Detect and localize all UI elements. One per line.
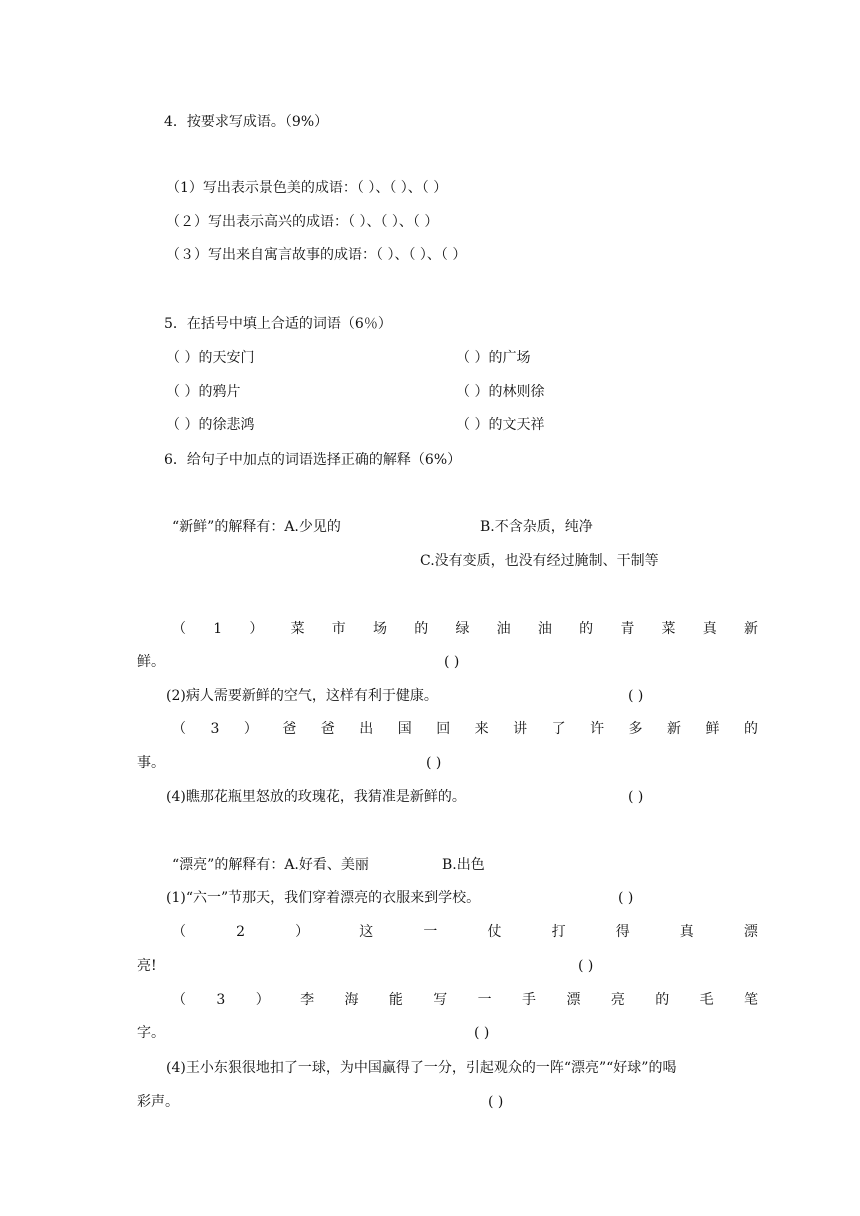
spread-char: 3: [216, 992, 226, 1008]
q6-title: 6．给句子中加点的词语选择正确的解释（6%）: [164, 452, 462, 468]
xinxian-sentence-4: (4)瞧那花瓶里怒放的玫瑰花，我猜准是新鲜的。: [166, 789, 466, 805]
q5-row-1-right: （ ）的广场: [456, 350, 531, 366]
piaoliang-sentence-3: [172, 990, 758, 1010]
spread-char: 得: [615, 924, 630, 940]
spread-char: 3: [210, 721, 220, 737]
piaoliang-sentence-3-end: 字。: [137, 1025, 165, 1041]
spread-char: ）: [243, 721, 258, 737]
answer-blank[interactable]: ( ): [474, 1025, 490, 1041]
q4-line-3: （３）写出来自寓言故事的成语：（ ）、（ ）、（ ）: [166, 247, 467, 263]
answer-blank[interactable]: ( ): [628, 789, 644, 805]
spread-char: 许: [590, 721, 605, 737]
piaoliang-sentence-1: (1)“六一”节那天，我们穿着漂亮的衣服来到学校。: [166, 890, 481, 906]
q5-row-2-right: （ ）的林则徐: [456, 384, 545, 400]
spread-char: 真: [679, 924, 694, 940]
spread-char: 的: [655, 992, 670, 1008]
piaoliang-intro: “漂亮”的解释有：A.好看、美丽: [172, 857, 369, 873]
spread-char: 漂: [743, 924, 758, 940]
spread-char: 来: [474, 721, 489, 737]
answer-blank[interactable]: ( ): [426, 755, 442, 771]
spread-char: 写: [433, 992, 448, 1008]
spread-char: 海: [344, 992, 359, 1008]
spread-char: 真: [702, 621, 717, 637]
spread-char: 仗: [487, 924, 502, 940]
xinxian-intro: “新鲜”的解释有：A.少见的: [172, 519, 341, 535]
spread-char: 青: [620, 621, 635, 637]
spread-char: 新: [743, 621, 758, 637]
piaoliang-sentence-2-end: 亮!: [137, 958, 157, 974]
xinxian-sentence-1: [172, 619, 758, 639]
answer-blank[interactable]: ( ): [488, 1094, 504, 1110]
spread-char: 了: [551, 721, 566, 737]
piaoliang-sentence-2: [172, 922, 758, 942]
spread-char: 亮: [610, 992, 625, 1008]
spread-char: 2: [236, 924, 246, 940]
q5-title: 5．在括号中填上合适的词语（6％）: [164, 316, 392, 332]
spread-char: 爸: [282, 721, 297, 737]
spread-char: ）: [255, 992, 270, 1008]
spread-char: 打: [551, 924, 566, 940]
spread-char: 国: [397, 721, 412, 737]
spread-char: 的: [743, 721, 758, 737]
q5-row-3-right: （ ）的文天祥: [456, 417, 545, 433]
spread-char: （: [172, 992, 186, 1008]
spread-char: 爸: [320, 721, 335, 737]
answer-blank[interactable]: ( ): [578, 958, 594, 974]
spread-char: 1: [213, 621, 223, 637]
q5-row-2-left: （ ）的鸦片: [166, 384, 241, 400]
q5-row-1-left: （ ）的天安门: [166, 350, 255, 366]
piaoliang-sentence-4-end: 彩声。: [137, 1094, 179, 1110]
spread-char: （: [172, 721, 186, 737]
xinxian-sentence-2: (2)病人需要新鲜的空气，这样有利于健康。: [166, 688, 438, 704]
spread-char: 能: [388, 992, 403, 1008]
spread-char: 手: [522, 992, 537, 1008]
spread-char: 的: [414, 621, 429, 637]
spread-char: 的: [579, 621, 594, 637]
spread-char: 笔: [744, 992, 758, 1008]
spread-char: 油: [537, 621, 552, 637]
spread-char: 一: [477, 992, 492, 1008]
spread-char: 回: [436, 721, 451, 737]
spread-char: （: [172, 621, 186, 637]
answer-blank[interactable]: ( ): [618, 890, 634, 906]
q4-line-2: （２）写出表示高兴的成语：（ ）、（ ）、（ ）: [166, 214, 439, 230]
xinxian-sentence-3-end: 事。: [137, 755, 165, 771]
spread-char: 鲜: [705, 721, 720, 737]
xinxian-option-c: C.没有变质，也没有经过腌制、干制等: [420, 553, 659, 569]
q5-row-3-left: （ ）的徐悲鸿: [166, 417, 255, 433]
xinxian-option-b: B.不含杂质，纯净: [480, 519, 593, 535]
spread-char: 毛: [699, 992, 714, 1008]
piaoliang-sentence-4: (4)王小东狠很地扣了一球，为中国赢得了一分，引起观众的一阵“漂亮”“好球”的喝: [166, 1060, 677, 1076]
spread-char: 出: [359, 721, 374, 737]
answer-blank[interactable]: ( ): [444, 654, 460, 670]
spread-char: 多: [628, 721, 643, 737]
spread-char: 菜: [661, 621, 676, 637]
spread-char: 李: [300, 992, 315, 1008]
spread-char: ）: [249, 621, 264, 637]
xinxian-sentence-3: [172, 719, 758, 739]
xinxian-sentence-1-end: 鲜。: [137, 654, 165, 670]
q4-title: 4．按要求写成语。（9%）: [164, 114, 329, 130]
spread-char: 一: [423, 924, 438, 940]
q4-line-1: （1）写出表示景色美的成语：（ ）、（ ）、（ ）: [166, 180, 448, 196]
spread-char: 漂: [566, 992, 581, 1008]
spread-char: 这: [359, 924, 374, 940]
answer-blank[interactable]: ( ): [628, 688, 644, 704]
spread-char: 绿: [455, 621, 470, 637]
spread-char: 新: [667, 721, 682, 737]
spread-char: 场: [373, 621, 388, 637]
spread-char: （: [172, 924, 186, 940]
spread-char: 油: [496, 621, 511, 637]
spread-char: ）: [295, 924, 310, 940]
piaoliang-option-b: B.出色: [442, 857, 485, 873]
spread-char: 讲: [513, 721, 528, 737]
spread-char: 菜: [290, 621, 305, 637]
spread-char: 市: [331, 621, 346, 637]
